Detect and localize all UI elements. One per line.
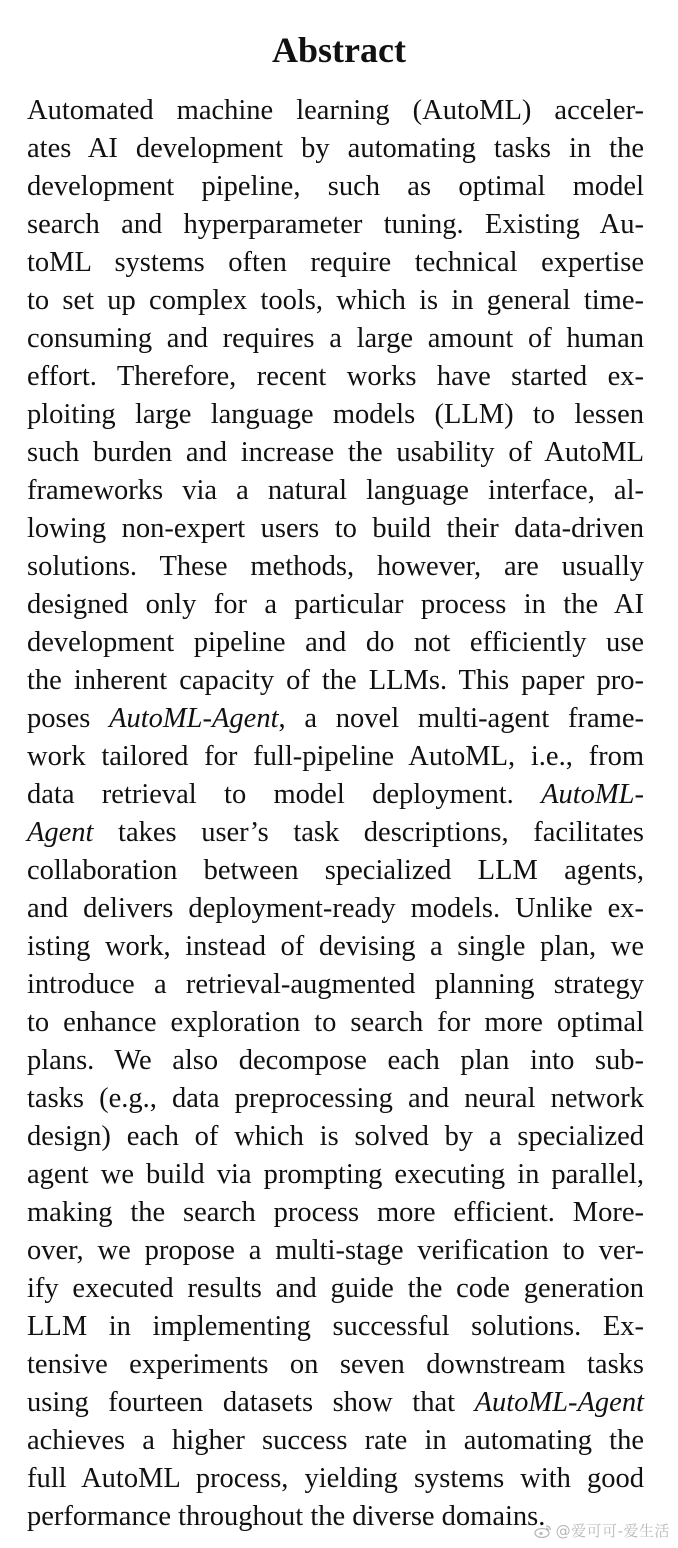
abstract-line bbox=[27, 966, 644, 1004]
abstract-text-segment: takes user’s task descriptions, facilitates bbox=[93, 817, 644, 848]
abstract-text-segment: solutions. These methods, however, are usually bbox=[27, 551, 644, 582]
abstract-line bbox=[27, 206, 644, 244]
abstract-text-segment: tasks (e.g., data preprocessing and neural network bbox=[27, 1083, 644, 1114]
abstract-line bbox=[27, 1080, 644, 1118]
abstract-line bbox=[27, 852, 644, 890]
abstract-line bbox=[27, 358, 644, 396]
abstract-text-segment: making the search process more efficient. More- bbox=[27, 1197, 644, 1228]
abstract-text-segment: development pipeline and do not efficiently use bbox=[27, 627, 644, 658]
abstract-text-segment: and delivers deployment-ready models. Unlike ex- bbox=[27, 893, 644, 924]
abstract-line bbox=[27, 1156, 644, 1194]
abstract-text-segment: , a novel multi-agent frame- bbox=[278, 703, 644, 734]
abstract-line bbox=[27, 244, 644, 282]
abstract-text-segment: effort. Therefore, recent works have started ex- bbox=[27, 361, 644, 392]
abstract-text-segment: performance throughout the diverse domains. bbox=[27, 1501, 546, 1532]
abstract-line bbox=[27, 928, 644, 966]
abstract-emphasis: AutoML- bbox=[541, 779, 644, 810]
abstract-line bbox=[27, 320, 644, 358]
abstract-text-segment: toML systems often require technical expertise bbox=[27, 247, 644, 278]
abstract-text-segment: the inherent capacity of the LLMs. This paper pro- bbox=[27, 665, 644, 696]
abstract-text-segment: ploiting large language models (LLM) to lessen bbox=[27, 399, 644, 430]
abstract-line bbox=[27, 510, 644, 548]
abstract-line bbox=[27, 92, 644, 130]
abstract-text-segment: such burden and increase the usability of AutoML bbox=[27, 437, 644, 468]
abstract-text-segment: work tailored for full-pipeline AutoML, i.e., from bbox=[27, 741, 644, 772]
abstract-text-segment: over, we propose a multi-stage verification to ver- bbox=[27, 1235, 644, 1266]
abstract-line bbox=[27, 1118, 644, 1156]
abstract-line bbox=[27, 1042, 644, 1080]
abstract-line bbox=[27, 1460, 644, 1498]
abstract-line bbox=[27, 1308, 644, 1346]
abstract-text-segment: to enhance exploration to search for more optimal bbox=[27, 1007, 644, 1038]
abstract-text-segment: search and hyperparameter tuning. Existing Au- bbox=[27, 209, 644, 240]
abstract-text-segment: isting work, instead of devising a single plan, we bbox=[27, 931, 644, 962]
abstract-text-segment: to set up complex tools, which is in general time- bbox=[27, 285, 644, 316]
weibo-icon bbox=[534, 1524, 552, 1538]
abstract-line bbox=[27, 1346, 644, 1384]
abstract-line bbox=[27, 776, 644, 814]
abstract-text-segment: full AutoML process, yielding systems with good bbox=[27, 1463, 644, 1494]
abstract-line bbox=[27, 814, 644, 852]
abstract-emphasis: Agent bbox=[27, 817, 94, 848]
abstract-line bbox=[27, 548, 644, 586]
abstract-text-segment: ify executed results and guide the code generation bbox=[27, 1273, 644, 1304]
abstract-emphasis: AutoML-Agent bbox=[474, 1387, 644, 1418]
abstract-line bbox=[27, 1422, 644, 1460]
abstract-text-segment: data retrieval to model deployment. bbox=[27, 779, 542, 810]
abstract-line bbox=[27, 396, 644, 434]
abstract-text-segment: introduce a retrieval-augmented planning strategy bbox=[27, 969, 644, 1000]
abstract-heading: Abstract bbox=[272, 30, 406, 70]
abstract-line bbox=[27, 738, 644, 776]
abstract-line bbox=[27, 586, 644, 624]
abstract-line bbox=[27, 130, 644, 168]
abstract-emphasis: AutoML-Agent bbox=[109, 703, 279, 734]
abstract-text-segment: LLM in implementing successful solutions. Ex- bbox=[27, 1311, 644, 1342]
abstract-text-segment: ates AI development by automating tasks in the bbox=[27, 133, 644, 164]
abstract-text-segment: achieves a higher success rate in automating the bbox=[27, 1425, 644, 1456]
abstract-line bbox=[27, 700, 644, 738]
abstract-line bbox=[27, 434, 644, 472]
abstract-text-segment: plans. We also decompose each plan into sub- bbox=[27, 1045, 644, 1076]
abstract-text-segment: frameworks via a natural language interface, al- bbox=[27, 475, 644, 506]
abstract-text-segment: poses bbox=[27, 703, 110, 734]
abstract-line bbox=[27, 472, 644, 510]
abstract-text-segment: lowing non-expert users to build their data-driven bbox=[27, 513, 644, 544]
abstract-line bbox=[27, 624, 644, 662]
abstract-line bbox=[27, 1004, 644, 1042]
abstract-text-segment: Automated machine learning (AutoML) acceler- bbox=[27, 95, 644, 126]
abstract-text-segment: tensive experiments on seven downstream tasks bbox=[27, 1349, 644, 1380]
abstract-text-segment: agent we build via prompting executing in parallel, bbox=[27, 1159, 644, 1190]
abstract-text-segment: using fourteen datasets show that bbox=[27, 1387, 475, 1418]
abstract-text-segment: collaboration between specialized LLM agents, bbox=[27, 855, 644, 886]
abstract-line bbox=[27, 1270, 644, 1308]
abstract-line bbox=[27, 282, 644, 320]
abstract-text-segment: consuming and requires a large amount of human bbox=[27, 323, 644, 354]
watermark bbox=[534, 1520, 670, 1542]
watermark-text: @爱可可-爱生活 bbox=[555, 1522, 670, 1540]
abstract-line bbox=[27, 168, 644, 206]
abstract-text-segment: development pipeline, such as optimal model bbox=[27, 171, 644, 202]
abstract-line bbox=[27, 1384, 644, 1422]
abstract-body bbox=[27, 92, 644, 1536]
abstract-line bbox=[27, 1194, 644, 1232]
abstract-line bbox=[27, 662, 644, 700]
abstract-text-segment: designed only for a particular process in the AI bbox=[27, 589, 644, 620]
abstract-line bbox=[27, 1232, 644, 1270]
abstract-line bbox=[27, 890, 644, 928]
abstract-text-segment: design) each of which is solved by a specialized bbox=[27, 1121, 644, 1152]
